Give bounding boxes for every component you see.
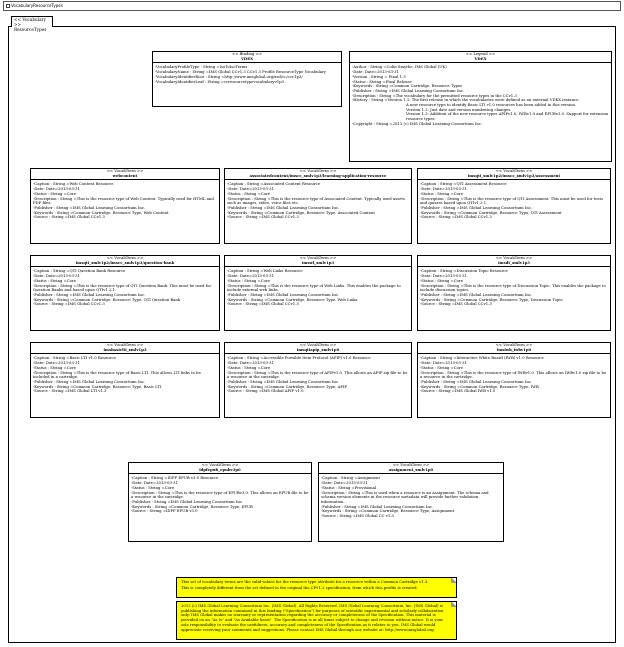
vocab-term-attribute: -Publisher : String =IMS Global Learning Consortium Inc. [33,204,146,210]
vocab-term-attribute: -Status : String =Core [227,190,270,196]
vocab-term-stereotype: << VocabTerm >> [299,255,337,260]
binding-name: VDEX [153,57,341,64]
note-valid-values[interactable] [176,577,457,598]
vocab-term-attribute: -Source : String =IDPF EPUB v3.0 [131,508,198,514]
vocab-term-attribute: -Description : String =This is the resource type of Associated Content. Typically used assets such as images, video, voice files etc. [227,195,405,206]
vocab-term-stereotype: << VocabTerm >> [201,462,239,467]
vocab-term-attribute: -Keywords : String =Common Cartridge, Resource Type, QTI Question Bank [33,296,181,302]
vocab-term-attribute: -Source : String =IMS Global CCv1.3 [227,214,299,220]
vocab-term-attribute: -Source : String =IMS Global LTI v1.3 [33,388,107,394]
vocab-term-attribute: -Publisher : String =IMS Global Learning Consortium Inc. [227,204,340,210]
vocab-term-attribute: -Description : String =This is the resource type of Web Content. Typically used for HTML and PDF files. [33,195,214,206]
package-name: ResourceTypes [14,27,47,32]
vocab-term-attribute: -Description : String =This is used when a resource is an Assignment. The schema and schema version elements in the resource metadata will provide further validation information. [321,489,489,504]
vocab-term-attribute: -Date: Date=2013-03-31 [33,360,81,366]
note-copyright[interactable] [176,601,457,640]
vocab-term-attribute: -Source : String =IMS Global CCv1.3 [420,214,492,220]
vocab-term-attribute: -Publisher : String =IMS Global Learning Consortium Inc. [420,204,533,210]
vocab-term-stereotype: << VocabTerm >> [106,255,144,260]
vocab-term-name: imsqti_xmlv1p2/imscc_xmlv1p3/assessment [418,174,610,181]
vocab-term-attribute: -Status : String =Core [420,190,463,196]
vocab-term-attribute: -Description : String =This is the resource type of QTI Assessment. This must be used for tests and quizzes based upon QTIv1.2.1. [420,195,603,206]
vocab-term-attribute: -Keywords : String =Common Cartridge, Resource Type, Assignment [321,508,455,514]
legend-history-line: Version 1.2: Just date and version numbering changes. [406,106,512,112]
vocab-term-stereotype: << VocabTerm >> [495,255,533,260]
vocab-term-name: associatedcontent/imscc_xmlv1p3/learning-application-resource [225,174,411,181]
vocab-term-attribute: -Keywords : String =Common Cartridge, Resource Type, QTI Assessment [420,209,562,215]
window-titlebar [3,1,621,11]
vocab-term-attribute: -Description : String =This is the resource type of Web Links. This enables the package to include external web links. [227,282,401,293]
vocab-term-attribute: -Date: Date=2013-03-31 [420,273,468,279]
vocab-term-attribute: -Keywords : String =Common Cartridge, Resource Type, Web Content [33,209,169,215]
vocab-term-stereotype: << VocabTerm >> [299,168,337,173]
vocab-term-attribute: -Keywords : String =Common Cartridge, Resource Type, Associated Content [227,209,375,215]
vocab-term-attribute: -Date: Date=2013-03-31 [33,186,81,192]
vocab-term-attribute: -Caption : String =Interactive White Board (IWB) v1.0 Resource [420,355,544,361]
binding-class[interactable] [152,51,342,107]
legend-history-line: Version 1.3: Addition of the new resource types APIPv1.0, IWBv1.0 and EPUBv3.0. Support for extension resource types. [406,111,609,122]
vocab-term-attribute: -Publisher : String =IMS Global Learning Consortium Inc. [131,498,244,504]
vocab-term-attribute: -Status : String =Core [33,190,76,196]
vocab-term-stereotype: << VocabTerm >> [495,168,533,173]
vocab-term-attribute: -Description : String =This is the resource type of Discussion Topic. This enables the package to include discussion topics. [420,282,606,293]
vocab-term-attribute: -Source : String =IMS Global CCv1.3 [420,301,492,307]
vocab-term-class[interactable] [224,342,412,418]
vocab-term-attribute: -Date: Date=2013-03-31 [420,360,468,366]
vocab-term-class[interactable] [224,168,412,244]
vocab-term-attribute: -Keywords : String =Common Cartridge, Resource Type, APIP [227,383,347,389]
binding-attribute: -VocabularyIdentifierLeaf : String =ccresourcetypevocabularyv1p3 [155,78,284,84]
vocab-term-attribute: -Keywords : String =Common Cartridge, Resource Type, Discussion Topic [420,296,563,302]
binding-attribute: -VocabularyIdentifierRoot : String =http://www.imsglobal.org/xsd/cc/ccv1p3/ [155,73,303,79]
vocab-term-stereotype: << VocabTerm >> [495,342,533,347]
binding-stereotype: << Binding >> [231,51,263,56]
legend-attribute: -History : String =Version 1.1: The first release in which the vocabularies were defined as an external VDEX instance. [352,97,580,103]
vocab-term-attribute: -Publisher : String =IMS Global Learning Consortium Inc. [420,291,533,297]
window-title: VocabularyResourceTypes [11,3,63,8]
vocab-term-attribute: -Caption : String =Discussion Topic Resource [420,268,508,274]
legend-stereotype: << Legend >> [465,51,496,56]
legend-attribute: -Keywords : String =Common Cartridge, Resource Types [352,83,463,89]
note-paragraph: 2013 (c) IMS Global Learning Consortium Inc. (IMS Global). All Rights Reserved. IMS Global Learning Consortium, Inc. (IMS Global) is publishing the information contained in this binding ("Specification") for purposes of scientific experimental and scholarly collaboration only. IMS Global makes no warranty or representation regarding the accuracy or completeness of the Specification. This material is provided on an "As Is" and "As Available basis". The Specification is at all times subject to change and revision without notice. It is your sole responsibility to evaluate the usefulness, accuracy and completeness of the Specification as it relates to you. IMS Global would appreciate receiving your comments and suggestions. Please contact IMS Global through our website at: http://www.imsglobal.org. [181,603,444,632]
package-tab[interactable] [11,16,53,32]
vocab-term-attribute: -Keywords : String =Common Cartridge, Resource Type, Web Links [227,296,358,302]
vocab-term-attribute: -Publisher : String =IMS Global Learning Consortium Inc. [33,291,146,297]
vocab-term-attribute: -Status : String =Core [227,364,270,370]
vocab-term-attribute: -Caption : String =Web Links Resource [227,268,303,274]
vocab-term-class[interactable] [417,168,611,244]
vocab-term-attribute: -Source : String =IMS Global CCv1.3 [33,214,105,220]
vocab-term-attribute: -Keywords : String =Common Cartridge, Resource Type, EPUB [131,503,253,509]
note-fold [451,577,457,583]
vocab-term-attribute: -Publisher : String =IMS Global Learning Consortium Inc. [420,378,533,384]
note-fold [451,601,457,607]
vocab-term-attribute: -Date: Date=2013-03-31 [321,480,369,486]
vocab-term-stereotype: << VocabTerm >> [106,168,144,173]
package-stereotype: << Vocabulary >> [14,17,46,27]
vocab-term-attribute: -Caption : String =Assignment [321,475,381,481]
vocab-term-attribute: -Status : String =Core [131,484,174,490]
vocab-term-attribute: -Caption : String =Accessible Portable Item Protocol (APIP) v1.0 Resource [227,355,371,361]
binding-attribute: -VocabularyProfileType : String =IsoToIsoTerms [155,64,248,70]
vocab-term-class[interactable] [30,255,220,331]
vocab-term-attribute: -Date: Date=2013-03-31 [227,186,275,192]
vocab-term-name: webcontent [31,174,219,181]
vocab-term-attribute: -Description : String =This is the resource type of IWBv1.0. This allows an IWBv1.0 zip file to be a resource in the cartridge. [420,369,607,380]
vocab-term-attribute: -Publisher : String =IMS Global Learning Consortium Inc. [227,291,340,297]
vocab-term-name: imsiwb_iwbv1p0 [418,348,610,355]
vocab-term-name: idpfepub_epubv3p0 [129,468,311,475]
vocab-term-name: imsdt_xmlv1p3 [418,261,610,268]
legend-class[interactable] [349,51,612,162]
vocab-term-attribute: -Keywords : String =Common Cartridge, Resource Type, IWB [420,383,539,389]
legend-attribute: -Date: Date=2013-03-31 [352,69,400,75]
vocab-term-attribute: -Date: Date=2013-03-31 [33,273,81,279]
vocab-term-attribute: -Publisher : String =IMS Global Learning Consortium Inc. [33,378,146,384]
legend-name: VDEX [350,57,611,64]
vocab-term-attribute: -Date: Date=2013-03-31 [227,273,275,279]
vocab-term-class[interactable] [128,462,312,542]
vocab-term-attribute: -Date: Date=2013-03-31 [420,186,468,192]
vocab-term-attribute: -Publisher : String =IMS Global Learning Consortium Inc. [321,503,434,509]
vocab-term-class[interactable] [417,255,611,331]
vocab-term-name: imsbasiclti_xmlv1p3 [31,348,219,355]
vocab-term-attribute: -Date: Date=2013-03-31 [131,480,179,486]
vocab-term-attribute: -Status : String =Core [420,364,463,370]
vocab-term-name: imsqtiapip_xmlv1p0 [225,348,411,355]
vocab-term-attribute: -Status : String =Core [33,277,76,283]
legend-attribute: -Description : String =The vocabulary for the permitted resource types in the CCv1.3. [352,92,518,98]
vocab-term-attribute: -Description : String =This is the resource type of APIPv1.0. This allows an APIP zip file to be a resource in the cartridge. [227,369,408,380]
vocab-term-attribute: -Description : String =This is the resource type of QTI Question Bank. This must be used for Question Banks and based upon QTIv1.2.1. [33,282,212,293]
vocab-term-attribute: -Source : String =IMS Global IWB v1.0 [420,388,496,394]
legend-attribute: -Publisher : String =IMS Global Learning Consortium Inc. [352,87,465,93]
legend-attribute: -Copyright : String =2013 (c) IMS Global Learning Consortium Inc. [352,120,483,126]
vocab-term-class[interactable] [417,342,611,418]
vocab-term-name: imsqti_xmlv1p2/imscc_xmlv1p3/question-bank [31,261,219,268]
vocab-term-attribute: -Description : String =This is the resource type of EPUBv3.0. This allows an EPUB file to be a resource in the cartridge. [131,489,309,500]
binding-attribute: -VocabularyName : String =IMS Global CCv1.3 CCv1.3 Profile ResourceType Vocabulary [155,69,326,75]
vocab-term-attribute: -Date: Date=2013-03-31 [227,360,275,366]
vocab-term-attribute: -Caption : String =Basic LTI v1.0 Resource [33,355,116,361]
vocab-term-attribute: -Status : String =Core [227,277,270,283]
note-paragraph: This set of vocabulary terms are the valid values for the resource type attribute for a resource within a Common Cartridge v1.3. [181,579,429,584]
vocab-term-name: assignment_xmlv1p0 [319,468,503,475]
vocab-term-attribute: -Source : String =IMS Global CCv1.3 [227,301,299,307]
note-paragraph: This is completely different from the set defined in the original the CPv1.2 specification, from which this profile is created. [181,584,418,590]
legend-attribute: -Author : String =Colin Smythe, IMS Global (UK) [352,64,447,70]
diagram-icon [6,4,10,8]
vocab-term-attribute: -Status : String =Core [33,364,76,370]
vocab-term-attribute: -Caption : String =QTI Question Bank Resource [33,268,126,274]
legend-attribute: -Status : String =Final Release [352,78,412,84]
vocab-term-attribute: -Caption : String =IDPF EPUB v3.0 Resource [131,475,219,481]
vocab-term-attribute: -Description : String =This is the resource type of Basic LTI. This allows LTI links to be included in a cartridge. [33,369,201,380]
vocab-term-attribute: -Caption : String =QTI Assessment Resource [420,181,507,187]
vocab-term-class[interactable] [224,255,412,331]
vocab-term-attribute: -Status : String =Core [420,277,463,283]
vocab-term-class[interactable] [318,462,504,542]
vocab-term-attribute: -Keywords : String =Common Cartridge, Resource Type, Basic LTI [33,383,162,389]
vocab-term-class[interactable] [30,168,220,244]
vocab-term-stereotype: << VocabTerm >> [392,462,430,467]
vocab-term-attribute: -Publisher : String =IMS Global Learning Consortium Inc. [227,378,340,384]
legend-attribute: -Version : String = Final 1.3 [352,73,406,79]
legend-history-line: A new resource type to identify Basic LTI v1.0 resources has been added in this version. [406,102,577,108]
vocab-term-attribute: -Source : String =IMS Global APIP v1.0 [227,388,304,394]
vocab-term-stereotype: << VocabTerm >> [299,342,337,347]
vocab-term-attribute: -Caption : String =Associated Content Resource [227,181,320,187]
vocab-term-attribute: -Source : String =IMS Global CCv1.3 [33,301,105,307]
vocab-term-class[interactable] [30,342,220,418]
vocab-term-name: imswl_xmlv1p3 [225,261,411,268]
vocab-term-attribute: -Caption : String =Web Content Resource [33,181,114,187]
vocab-term-attribute: -Source : String =IMS Global CC v1.3 [321,513,394,519]
vocab-term-stereotype: << VocabTerm >> [106,342,144,347]
vocab-term-attribute: -Status : String =Provisional [321,484,377,490]
